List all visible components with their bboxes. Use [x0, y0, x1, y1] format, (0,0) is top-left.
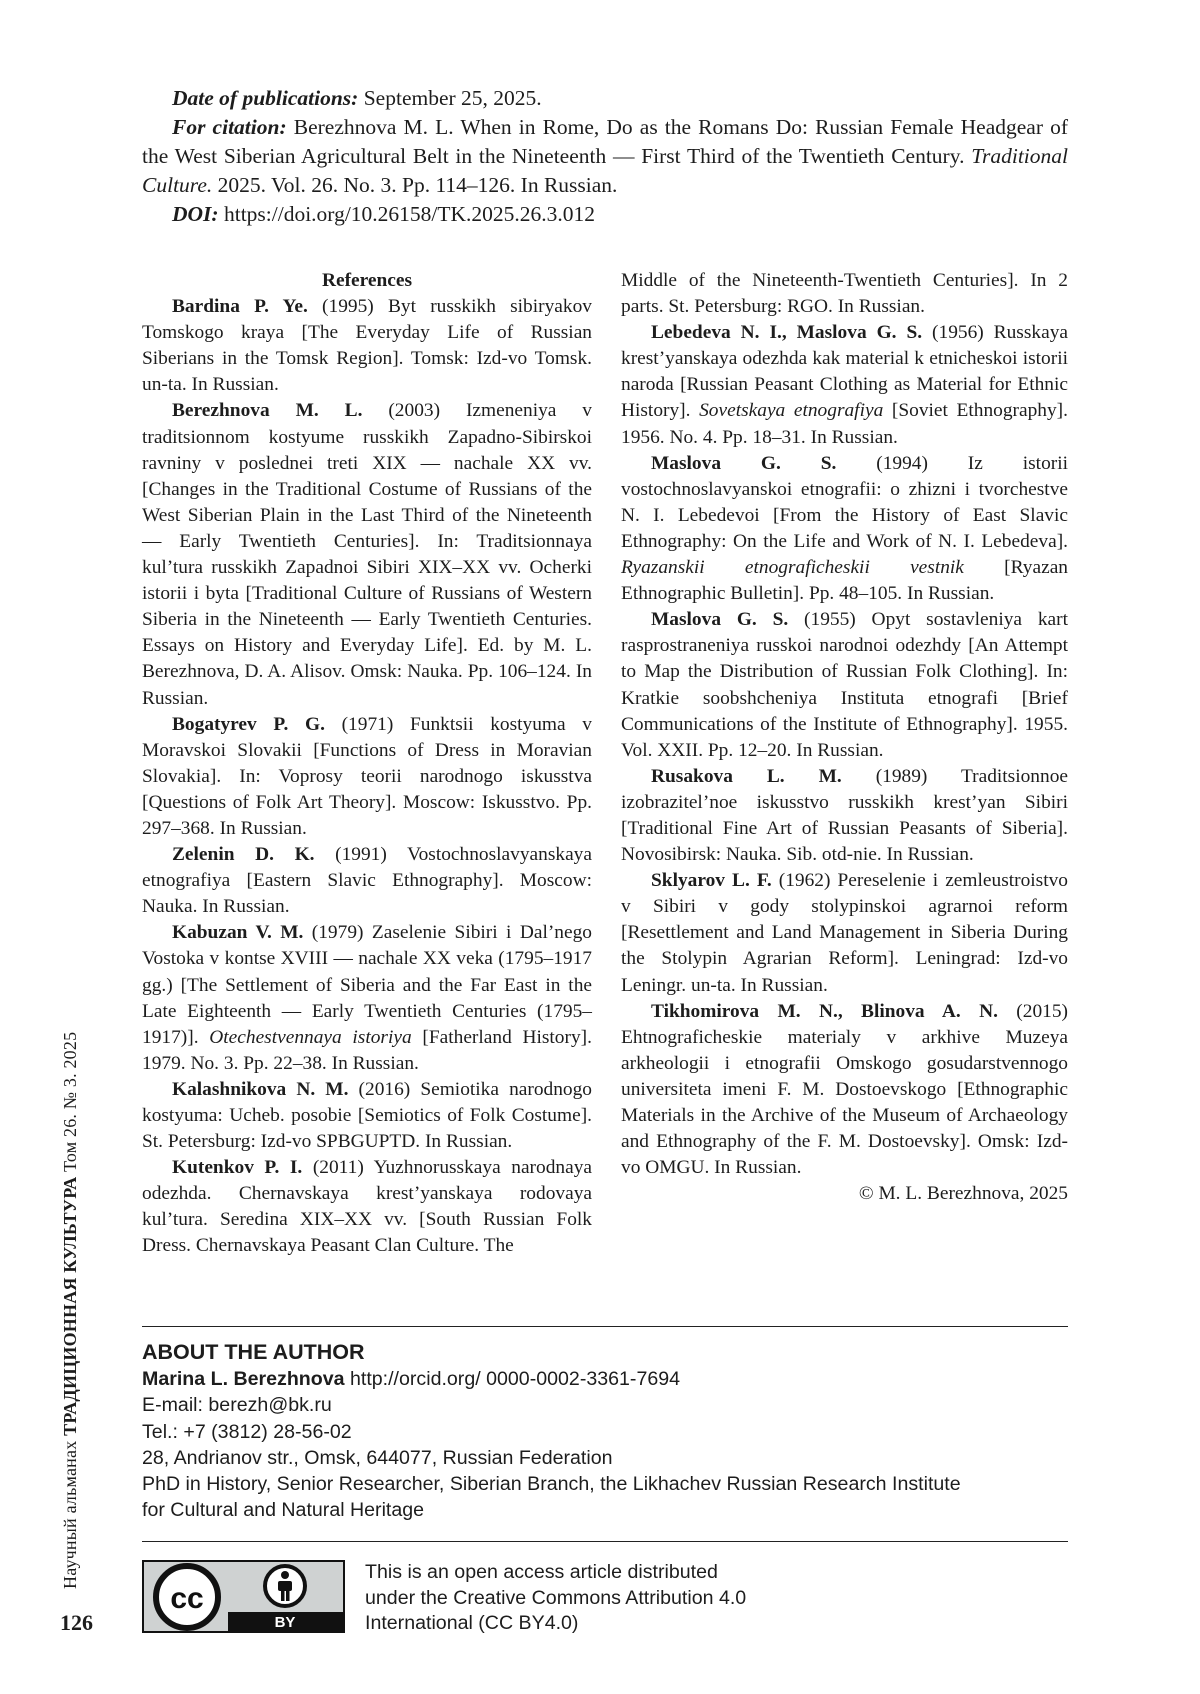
about-author-title: ABOUT THE AUTHOR — [142, 1340, 365, 1364]
issue-label: Том 26. № 3. 2025 — [60, 1031, 80, 1172]
divider-bottom — [142, 1541, 1068, 1542]
reference-item: Maslova G. S. (1955) Opyt sostavleniya kart rasprostraneniya russkoi narodnoi odezhdy [An Attempt to Map the Distribution of Russian Folk Clothing]. In: Kratkie soobshcheniya Instituta etnografi [Brief Communications of the Institute of Ethnography]. 1955. Vol. XXII. Pp. 12–20. In Russian. — [621, 609, 1068, 761]
reference-item: Bogatyrev P. G. (1971) Funktsii kostyuma v Moravskoi Slovakii [Functions of Dress in Moravian Slovakia]. In: Voprosy teorii narodnogo iskusstva [Questions of Folk Art Theory]. Moscow: Iskusstvo. Pp. 297–368. In Russian. — [142, 713, 592, 839]
reference-item-continuation: Middle of the Nineteenth-Twentieth Centuries]. In 2 parts. St. Petersburg: RGO. In Russian. — [621, 270, 1068, 318]
orcid-link[interactable]: http://orcid.org/ 0000-0002-3361-7694 — [349, 1368, 681, 1390]
author-name-line: Marina L. Berezhnova http://orcid.org/ 0000-0002-3361-7694 — [142, 1368, 681, 1390]
references-heading: References — [321, 270, 413, 291]
license-text: This is an open access article distributed under the Creative Commons Attribution 4.0 International (CC BY4.0) — [365, 1561, 747, 1634]
doi-link[interactable]: https://doi.org/10.26158/TK.2025.26.3.012 — [223, 202, 596, 226]
doi: DOI: https://doi.org/10.26158/TK.2025.26.3.012 — [172, 202, 596, 226]
author-position: PhD in History, Senior Researcher, Siberian Branch, the Likhachev Russian Research Institute — [142, 1473, 961, 1496]
author-address: 28, Andrianov str., Omsk, 644077, Russian Federation — [142, 1446, 613, 1469]
references-column-right — [621, 268, 1068, 1207]
reference-item: Zelenin D. K. (1991) Vostochnoslavyanskaya etnografiya [Eastern Slavic Ethnography]. Moscow: Nauka. In Russian. — [142, 844, 592, 918]
divider-top — [142, 1326, 1068, 1327]
publication-info — [142, 84, 1068, 229]
author-email[interactable]: E-mail: berezh@bk.ru — [142, 1394, 332, 1417]
page-number: 126 — [60, 1610, 93, 1635]
publication-date: Date of publications: September 25, 2025. — [172, 86, 542, 110]
journal-title: ТРАДИЦИОННАЯ КУЛЬТУРА — [60, 1176, 80, 1436]
reference-item: Rusakova L. M. (1989) Traditsionnoe izobrazitel’noe iskusstvo russkikh krest’yan Sibiri [Traditional Fine Art of Russian Peasants of Siberia]. Novosibirsk: Nauka. Sib. otd-nie. In Russian. — [621, 765, 1068, 866]
reference-item: Tikhomirova M. N., Blinova A. N. (2015) Ehtnograficheskie materialy v arkhive Muzeya arkheologii i etnografii Omskogo gosudarstvennogo universiteta imeni F. M. Dostoevskogo [Ethnographic Materials in the Archive of the Museum of Archaeology and Ethnography of the F. M. Dostoevsky]. Omsk: Izd-vo OMGU. In Russian. — [621, 1000, 1068, 1179]
cc-badge-text: cc — [170, 1582, 204, 1615]
reference-item: Lebedeva N. I., Maslova G. S. (1956) Russkaya krest’yanskaya odezhda kak material k etnicheskoi istorii naroda [Russian Peasant Clothing as Material for Ethnic History]. Sovetskaya etnografiya [Soviet Ethnography]. 1956. No. 4. Pp. 18–31. In Russian. — [621, 322, 1069, 448]
citation: For citation: Berezhnova M. L. When in Rome, Do as the Romans Do: Russian Female Headgear of the West Siberian Agricultural Belt in the Nineteenth — First Third of the Twentieth Century. Traditional Culture. 2025. Vol. 26. No. 3. Pp. 114–126. In Russian. — [142, 115, 1069, 197]
reference-item: Kutenkov P. I. (2011) Yuzhnorusskaya narodnaya odezhda. Chernavskaya krest’yanskaya rodovaya kul’tura. Seredina XIX–XX vv. [South Russian Folk Dress. Chernavskaya Peasant Clan Culture. The — [142, 1157, 593, 1257]
reference-item: Kabuzan V. M. (1979) Zaselenie Sibiri i Dal’nego Vostoka v kontse XVIII — nachale XX veka (1795–1917 gg.) [The Settlement of Siberia and the Far East in the Late Eighteenth — Early Twentieth Centuries (1795–1917)]. Otechestvennaya istoriya [Fatherland History]. 1979. No. 3. Pp. 22–38. In Russian. — [142, 922, 592, 1074]
almanac-label: Научный альманах — [60, 1440, 80, 1589]
running-title — [60, 889, 81, 1589]
about-author — [142, 1338, 1068, 1524]
cc-by-icon — [144, 1562, 343, 1631]
reference-item: Berezhnova M. L. (2003) Izmeneniya v traditsionnom kostyume russkikh Zapadno-Sibirskoi ravniny v poslednei treti XIX — nachale XX vv. [Changes in the Traditional Costume of Russians of the West Siberian Plain in the Last Third of the Nineteenth — Early Twentieth Centuries]. In: Traditsionnaya kul’tura russkikh Zapadnoi Sibiri XIX–XX vv. Ocherki istorii i byta [Traditional Culture of Russians of Western Siberia in the Nineteenth — Early Twentieth Centuries. Essays on History and Everyday Life]. Ed. by M. L. Berezhnova, D. A. Alisov. Omsk: Nauka. Pp. 106–124. In Russian. — [142, 400, 592, 709]
by-badge-text: BY — [274, 1614, 296, 1631]
reference-item: Kalashnikova N. M. (2016) Semiotika narodnogo kostyuma: Ucheb. posobie [Semiotics of Folk Costume]. St. Petersburg: Izd-vo SPBGUPTD. In Russian. — [142, 1078, 592, 1153]
copyright: © M. L. Berezhnova, 2025 — [858, 1183, 1068, 1205]
cc-by-badge — [142, 1560, 345, 1633]
author-phone: Tel.: +7 (3812) 28-56-02 — [142, 1420, 352, 1443]
reference-item: Bardina P. Ye. (1995) Byt russkikh sibiryakov Tomskogo kraya [The Everyday Life of Russian Siberians in the Tomsk Region]. Tomsk: Izd-vo Tomsk. un-ta. In Russian. — [142, 296, 592, 396]
reference-item: Sklyarov L. F. (1962) Pereselenie i zemleustroistvo v Sibiri v gody stolypinskoi agrarnoi reform [Resettlement and Land Management in Siberia During the Stolypin Agrarian Reform]. Leningrad: Izd-vo Leningr. un-ta. In Russian. — [621, 870, 1068, 996]
author-position-cont: for Cultural and Natural Heritage — [142, 1499, 425, 1522]
references-column-left — [142, 268, 592, 1260]
reference-item: Maslova G. S. (1994) Iz istorii vostochnoslavyanskoi etnografii: o zhizni i tvorchestve N. I. Lebedevoi [From the History of East Slavic Ethnography: On the Life and Work of N. I. Lebedeva]. Ryazanskii etnograficheskii vestnik [Ryazan Ethnographic Bulletin]. Pp. 48–105. In Russian. — [621, 452, 1068, 605]
